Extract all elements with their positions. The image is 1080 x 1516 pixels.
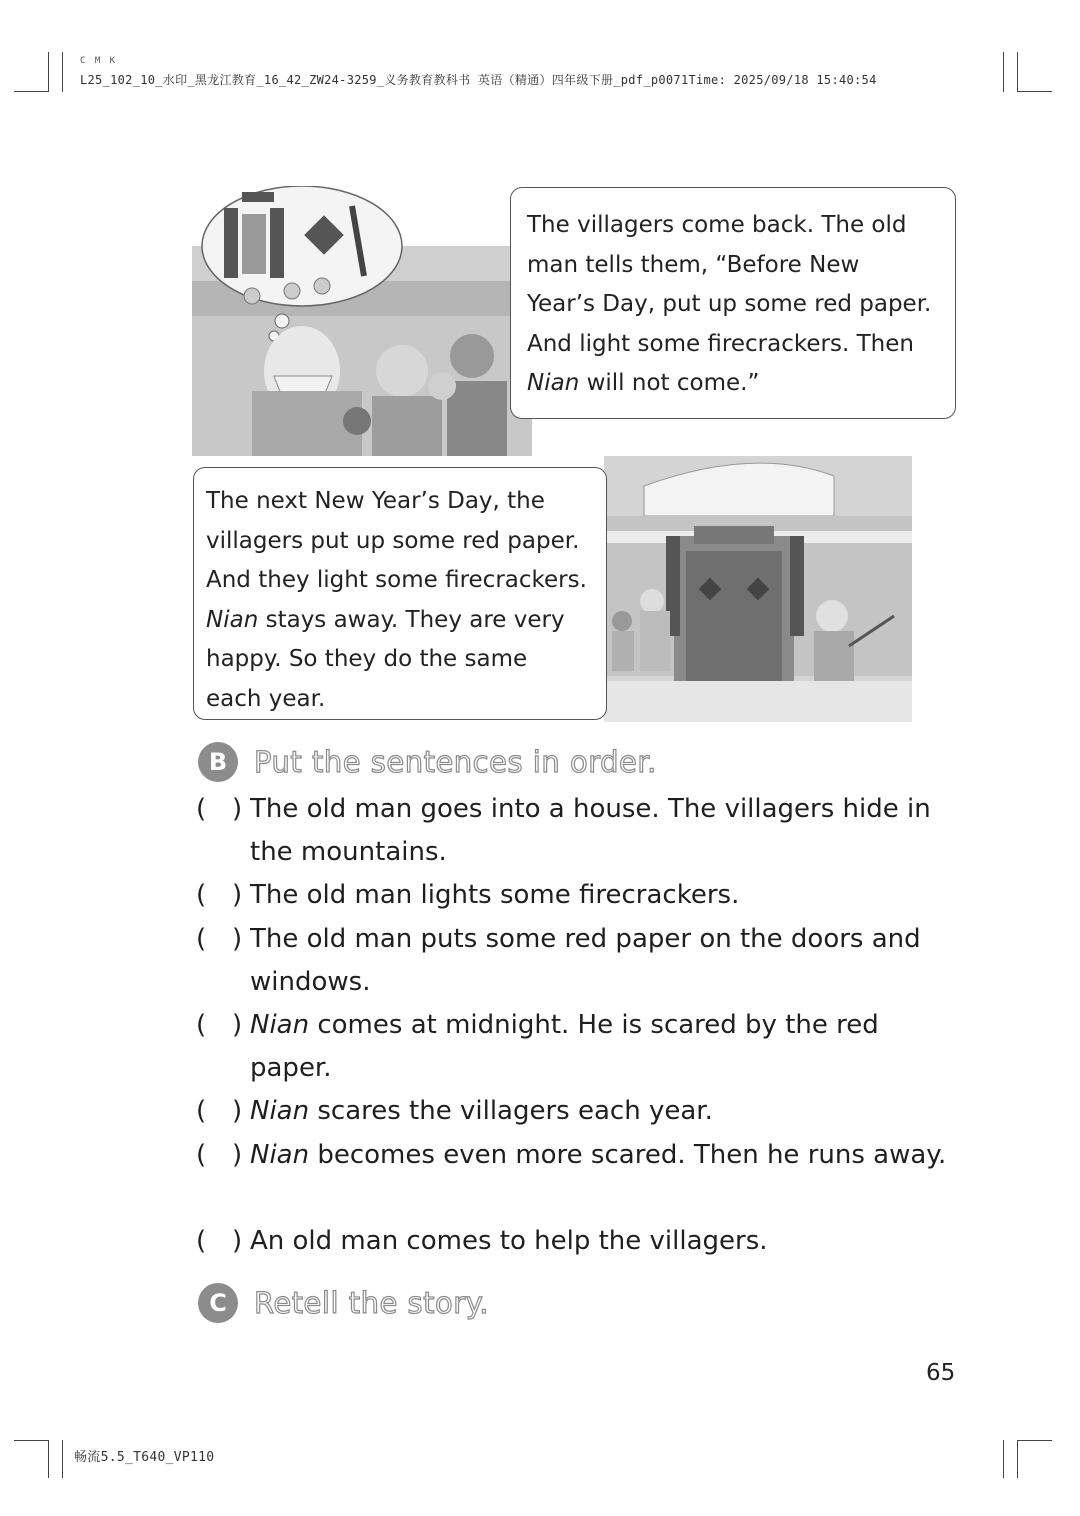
color-marks: C M K xyxy=(80,56,118,66)
order-item: ( ) The old man lights some firecrackers. xyxy=(196,880,740,910)
print-info-header: L25_102_10_水印_黑龙江教育_16_42_ZW24-3259_义务教育教科书 英语（精通）四年级下册_pdf_p0071Time: 2025/09/18 15:40:54 xyxy=(80,73,877,87)
crop-mark xyxy=(1017,1440,1018,1478)
crop-mark xyxy=(48,1440,49,1478)
story-line: The villagers come back. The old xyxy=(527,212,907,238)
story-line: villagers put up some red paper. xyxy=(206,527,580,554)
nian-word: Nian xyxy=(206,606,259,633)
crop-mark xyxy=(1003,52,1004,92)
section-b-heading xyxy=(198,742,657,782)
story-line xyxy=(206,601,606,641)
crop-mark xyxy=(1003,1440,1004,1478)
story-line: And light some firecrackers. Then xyxy=(527,330,914,357)
page-number: 65 xyxy=(926,1360,956,1386)
section-c-title: Retell the story. xyxy=(254,1286,489,1320)
section-c-heading xyxy=(198,1283,489,1323)
crop-mark xyxy=(1017,1440,1052,1441)
section-b-badge: B xyxy=(198,742,238,782)
order-item: ( ) Nian becomes even more scared. Then he runs away. xyxy=(196,1140,947,1170)
story-line-rest: stays away. They are very xyxy=(258,606,565,633)
section-b-title: Put the sentences in order. xyxy=(254,745,657,779)
story-panel-2 xyxy=(193,467,607,720)
crop-mark xyxy=(48,52,49,92)
story-line: The next New Year’s Day, the xyxy=(206,488,545,514)
order-item: ( ) The old man puts some red paper on the doors and windows. xyxy=(196,924,921,997)
crop-mark xyxy=(62,1440,63,1478)
story-line: each year. xyxy=(206,685,326,712)
print-info-footer: 畅流5.5_T640_VP110 xyxy=(74,1450,215,1465)
section-c-badge: C xyxy=(198,1283,238,1323)
story-line xyxy=(527,364,955,404)
illustration-old-man-villagers xyxy=(192,186,532,456)
illustration-red-paper-firecrackers xyxy=(604,456,912,722)
story-line: And they light some firecrackers. xyxy=(206,567,587,593)
nian-word: Nian xyxy=(527,370,580,396)
story-line: man tells them, “Before New xyxy=(527,251,860,278)
crop-mark xyxy=(62,52,63,92)
crop-mark xyxy=(14,91,49,92)
crop-mark xyxy=(14,1440,49,1441)
crop-mark xyxy=(1017,52,1018,92)
story-line: Year’s Day, put up some red paper. xyxy=(527,291,932,317)
order-item: ( ) Nian comes at midnight. He is scared by the red paper. xyxy=(196,1010,879,1083)
story-panel-1 xyxy=(510,187,956,419)
order-item: ( ) Nian scares the villagers each year. xyxy=(196,1096,713,1126)
story-line-rest: will not come.” xyxy=(579,370,760,396)
order-item: ( ) The old man goes into a house. The villagers hide in the mountains. xyxy=(196,794,931,867)
crop-mark xyxy=(1017,91,1052,92)
story-line: happy. So they do the same xyxy=(206,646,528,672)
order-item: ( ) An old man comes to help the villagers. xyxy=(196,1226,768,1256)
